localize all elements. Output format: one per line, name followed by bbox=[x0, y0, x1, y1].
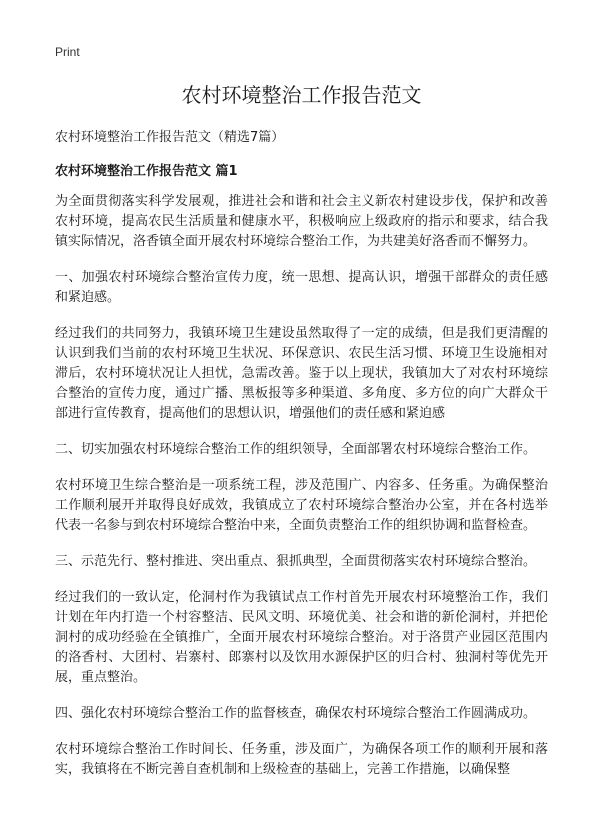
paragraph-point-4-body: 农村环境综合整治工作时间长、任务重，涉及面广，为确保各项工作的顺利开展和落实，我镇将在不断完善自查机制和上级检查的基础上，完善工作措施，以确保整 bbox=[55, 742, 548, 777]
paragraph-point-3: 三、示范先行、整村推进、突出重点、狠抓典型，全面贯彻落实农村环境综合整治。 bbox=[55, 554, 537, 569]
document-subtitle: 农村环境整治工作报告范文（精选7篇） bbox=[55, 130, 285, 145]
paragraph-point-2-body: 农村环境卫生综合整治是一项系统工程，涉及范围广、内容多、任务重。为确保整治工作顺利展开并取得良好成效，我镇成立了农村环境综合整治办公室，并在各村选举代表一名参与到农村环境综合整治中来，全面负责整治工作的组织协调和监督检查。 bbox=[55, 478, 548, 533]
paragraph-point-1: 一、加强农村环境综合整治宣传力度，统一思想、提高认识，增强干部群众的责任感和紧迫感。 bbox=[55, 270, 548, 305]
paragraph-intro: 为全面贯彻落实科学发展观，推进社会和谐和社会主义新农村建设步伐，保护和改善农村环境，提高农民生活质量和健康水平，积极响应上级政府的指示和要求，结合我镇实际情况，洛香镇全面开展农村环境综合整治工作，为共建美好洛香而不懈努力。 bbox=[55, 194, 548, 249]
paragraph-point-4: 四、强化农村环境综合整治工作的监督核查，确保农村环境综合整治工作圆满成功。 bbox=[55, 706, 537, 721]
paragraph-point-3-body: 经过我们的一致认定，伦洞村作为我镇试点工作村首先开展农村环境整治工作，我们计划在年内打造一个村容整洁、民风文明、环境优美、社会和谐的新伦洞村，并把伦洞村的成功经验在全镇推广，全面开展农村环境综合整治。对于洛贯产业园区范围内的洛香村、大团村、岩寨村、郎寨村以及饮用水源保护区的归合村、独洞村等优先开展，重点整治。 bbox=[55, 590, 548, 685]
print-link[interactable]: Print bbox=[55, 45, 80, 59]
paragraph-point-2: 二、切实加强农村环境综合整治工作的组织领导，全面部署农村环境综合整治工作。 bbox=[55, 442, 537, 457]
section-heading: 农村环境整治工作报告范文 篇1 bbox=[55, 164, 238, 179]
paragraph-point-1-body: 经过我们的共同努力，我镇环境卫生建设虽然取得了一定的成绩，但是我们更清醒的认识到我们当前的农村环境卫生状况、环保意识、农民生活习惯、环境卫生设施相对滞后，农村环境状况让人担忧，急需改善。鉴于以上现状，我镇加大了对农村环境综合整治的宣传力度，通过广播、黑板报等多种渠道、多角度、多方位的向广大群众干部进行宣传教育，提高他们的思想认识，增强他们的责任感和紧迫感 bbox=[55, 326, 548, 421]
document-title: 农村环境整治工作报告范文 bbox=[181, 83, 422, 107]
